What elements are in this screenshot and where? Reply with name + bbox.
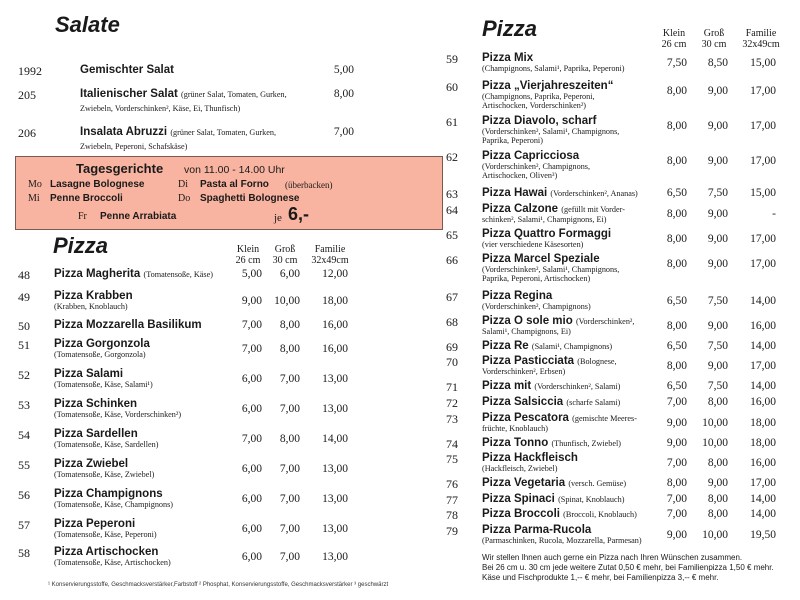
pizza-name-text: Pizza Artischocken <box>54 546 159 558</box>
pizza-number: 55 <box>18 458 30 472</box>
pizza-ingredients: (vier verschiedene Käsesorten) <box>482 240 584 249</box>
pizza-number: 57 <box>18 518 30 532</box>
pizza-name-text: Pizza Diavolo, scharf <box>482 115 597 127</box>
day-mo: Mo <box>28 179 42 190</box>
pizza-name-text: Pizza Salsiccia <box>482 396 564 408</box>
price-familie: - <box>772 208 776 220</box>
pizza-ingredients: (Champignons, Salami¹, Paprika, Peperoni) <box>482 64 625 73</box>
right-header-familie-label: Familie <box>745 28 777 39</box>
price-familie: 17,00 <box>750 477 776 489</box>
pizza-number: 53 <box>18 398 30 412</box>
price-gross: 9,00 <box>707 360 728 372</box>
price-gross: 7,50 <box>707 340 728 352</box>
price-klein: 7,00 <box>241 319 262 331</box>
price-familie: 15,00 <box>750 57 776 69</box>
pizza-name-text: Pizza Mozzarella Basilikum <box>54 319 202 331</box>
pizza-name <box>482 52 533 64</box>
pizza-ingredients: (Parmaschinken, Rucola, Mozzarella, Parmesan) <box>482 536 642 545</box>
price-klein: 7,50 <box>666 57 687 69</box>
pizza-ingredients: (Tomatensoße, Käse, Artischocken) <box>54 558 171 567</box>
price-gross: 9,00 <box>707 208 728 220</box>
pizza-description: (versch. Gemüse) <box>568 479 627 488</box>
price-gross: 8,00 <box>707 508 728 520</box>
day-do: Do <box>178 193 191 204</box>
price-klein: 6,00 <box>241 403 262 415</box>
pizza-description: (Tomatensoße, Käse) <box>143 270 213 279</box>
price-gross: 6,00 <box>279 268 300 280</box>
pizza-name-text: Pizza Broccoli <box>482 508 560 520</box>
pizza-ingredients: Salami¹, Champignons, Ei) <box>482 327 571 336</box>
pizza-ingredients-cont: Artischocken, Oliven³) <box>482 171 558 180</box>
price-gross: 7,50 <box>707 295 728 307</box>
pizza-ingredients: (Tomatensoße, Käse, Zwiebel) <box>54 470 155 479</box>
pizza-name <box>54 546 158 558</box>
right-header-klein-cm: 26 cm <box>661 39 687 50</box>
price-familie: 13,00 <box>322 463 348 475</box>
price-klein: 6,50 <box>666 380 687 392</box>
pizza-ingredients: (Vorderschinken², Champignons, <box>482 162 591 171</box>
price-familie: 14,00 <box>750 340 776 352</box>
price-gross: 8,00 <box>707 493 728 505</box>
pizza-name-text: Pizza Calzone <box>482 203 559 215</box>
price-gross: 7,00 <box>279 493 300 505</box>
pizza-description: (Broccoli, Knoblauch) <box>563 510 637 519</box>
pizza-name <box>482 477 626 489</box>
pizza-ingredients: (Tomatensoße, Käse, Vorderschinken²) <box>54 410 182 419</box>
pizza-name <box>54 368 123 380</box>
left-header-gross-cm: 30 cm <box>272 255 298 266</box>
price-klein: 6,00 <box>241 463 262 475</box>
pizza-number: 52 <box>18 368 30 382</box>
price-gross: 9,00 <box>707 258 728 270</box>
pizza-name <box>482 203 625 215</box>
right-header-klein-label: Klein <box>662 28 686 39</box>
salad-number: 205 <box>18 88 36 102</box>
price-klein: 9,00 <box>666 437 687 449</box>
price-klein: 8,00 <box>666 208 687 220</box>
price-gross: 9,00 <box>707 477 728 489</box>
pizza-description: (Vorderschinken², <box>575 317 635 326</box>
pizza-number: 70 <box>446 355 458 369</box>
salad-number: 206 <box>18 126 36 140</box>
price-gross: 7,00 <box>279 373 300 385</box>
price-familie: 15,00 <box>750 187 776 199</box>
pizza-ingredients-cont: Paprika, Peperoni, Artischocken) <box>482 274 591 283</box>
pizza-number: 50 <box>18 319 30 333</box>
pizza-number: 71 <box>446 380 458 394</box>
pizza-name <box>482 290 552 302</box>
pizza-ingredients-cont: Paprika, Peperoni) <box>482 136 543 145</box>
pizza-name-text: Pizza Gorgonzola <box>54 338 150 350</box>
pizza-name <box>482 228 611 240</box>
pizza-number: 65 <box>446 228 458 242</box>
pizza-description: (gefüllt mit Vorder- <box>561 205 625 214</box>
price-familie: 17,00 <box>750 155 776 167</box>
price-klein: 9,00 <box>666 417 687 429</box>
pizza-name-text: Pizza „Vierjahreszeiten“ <box>482 80 614 92</box>
price-klein: 7,00 <box>241 343 262 355</box>
pizza-name-text: Pizza mit <box>482 380 532 392</box>
pizza-name <box>54 398 137 410</box>
dish-mi: Penne Broccoli <box>50 193 123 204</box>
price-familie: 17,00 <box>750 233 776 245</box>
price-klein: 6,50 <box>666 295 687 307</box>
pizza-number: 49 <box>18 290 30 304</box>
price-klein: 8,00 <box>666 258 687 270</box>
pizza-name-text: Pizza Re <box>482 340 529 352</box>
pizza-number: 62 <box>446 150 458 164</box>
price-familie: 13,00 <box>322 493 348 505</box>
pizza-name-text: Pizza Magherita <box>54 268 141 280</box>
left-header-klein-cm: 26 cm <box>235 255 261 266</box>
right-header-gross-label: Groß <box>703 28 725 39</box>
pizza-name-text: Pizza Champignons <box>54 488 163 500</box>
pizza-name-text: Pizza Hackfleisch <box>482 452 578 464</box>
pizza-number: 69 <box>446 340 458 354</box>
pizza-name <box>482 452 578 464</box>
day-mi: Mi <box>28 193 40 204</box>
price-gross: 10,00 <box>702 529 728 541</box>
pizza-name <box>54 338 150 350</box>
salate-title: Salate <box>55 12 120 37</box>
left-header-familie-label: Familie <box>314 244 346 255</box>
right-header-gross <box>694 28 734 50</box>
pizza-name <box>482 437 621 449</box>
note-line-2: Bei 26 cm u. 30 cm jede weitere Zutat 0,50 € mehr, bei Familienpizza 1,50 € mehr. <box>482 563 774 572</box>
pizza-number: 48 <box>18 268 30 282</box>
pizza-name-text: Pizza Salami <box>54 368 124 380</box>
salad-description: (grüner Salat, Tomaten, Gurken, <box>181 90 287 99</box>
pizza-name <box>482 524 591 536</box>
pizza-number: 61 <box>446 115 458 129</box>
price-familie: 16,00 <box>322 343 348 355</box>
price-klein: 6,50 <box>666 187 687 199</box>
price-familie: 14,00 <box>322 433 348 445</box>
price-familie: 16,00 <box>322 319 348 331</box>
price-gross: 7,00 <box>279 551 300 563</box>
day-fr: Fr <box>78 211 87 222</box>
price-familie: 16,00 <box>750 396 776 408</box>
pizza-ingredients-cont: Artischocken, Vorderschinken²) <box>482 101 587 110</box>
price-gross: 8,00 <box>279 319 300 331</box>
price-klein: 8,00 <box>666 477 687 489</box>
price-gross: 9,00 <box>707 85 728 97</box>
pizza-name <box>482 493 624 505</box>
pizza-ingredients: (Tomatensoße, Käse, Sardellen) <box>54 440 159 449</box>
pizza-description: (gemischte Meeres- <box>572 414 637 423</box>
price-familie: 14,00 <box>750 380 776 392</box>
price-klein: 6,00 <box>241 373 262 385</box>
pizza-left-title: Pizza <box>53 233 109 258</box>
pizza-number: 76 <box>446 477 458 491</box>
salad-name <box>80 88 287 100</box>
pizza-name <box>54 518 135 530</box>
price-gross: 10,00 <box>702 417 728 429</box>
price-gross: 7,00 <box>279 463 300 475</box>
price-familie: 17,00 <box>750 120 776 132</box>
note-line-3: Käse und Fischprodukte 1,-- € mehr, bei Familienpizza 3,-- € mehr. <box>482 573 719 582</box>
footnote: ¹ Konservierungsstoffe, Geschmacksverstärker,Farbstoff ² Phosphat, Konservierungsstoffe, Geschmacksverstärker ³ geschwärzt <box>48 582 389 588</box>
pizza-name-text: Pizza Pasticciata <box>482 355 575 367</box>
price-gross: 8,00 <box>279 343 300 355</box>
price-klein: 8,00 <box>666 233 687 245</box>
pizza-description: (scharfe Salami) <box>566 398 621 407</box>
price-familie: 13,00 <box>322 551 348 563</box>
pizza-ingredients: (Vorderschinken², Salami¹, Champignons, <box>482 265 620 274</box>
dish-di-note: (überbacken) <box>285 180 333 190</box>
price-gross: 8,00 <box>707 396 728 408</box>
price-familie: 14,00 <box>750 295 776 307</box>
dish-mo: Lasagne Bolognese <box>50 179 145 190</box>
pizza-ingredients: schinken², Salami¹, Champignons, Ei) <box>482 215 607 224</box>
pizza-name-text: Pizza Zwiebel <box>54 458 129 470</box>
pizza-description: (Spinat, Knoblauch) <box>558 495 625 504</box>
price-prefix: je <box>274 212 282 224</box>
pizza-name <box>54 458 128 470</box>
tagesgerichte-time: von 11.00 - 14.00 Uhr <box>184 164 285 176</box>
salad-price: 7,00 <box>333 126 354 138</box>
salad-price: 5,00 <box>333 64 354 76</box>
tagesgerichte-title: Tagesgerichte <box>76 161 164 176</box>
pizza-name <box>482 187 638 199</box>
pizza-ingredients: früchte, Knoblauch) <box>482 424 548 433</box>
pizza-name <box>54 488 163 500</box>
pizza-name <box>54 319 202 331</box>
pizza-name-text: Pizza Schinken <box>54 398 138 410</box>
day-di: Di <box>178 179 188 190</box>
salad-description: (grüner Salat, Tomaten, Gurken, <box>170 128 277 137</box>
pizza-number: 63 <box>446 187 458 201</box>
salad-price: 8,00 <box>333 88 354 100</box>
pizza-name <box>482 355 617 367</box>
salad-number: 1992 <box>18 64 42 78</box>
price-gross: 7,50 <box>707 380 728 392</box>
pizza-ingredients: (Champignons, Paprika, Peperoni, <box>482 92 595 101</box>
pizza-description: (Bolognese, <box>577 357 617 366</box>
pizza-ingredients: (Tomatensoße, Gorgonzola) <box>54 350 146 359</box>
price-klein: 5,00 <box>241 268 262 280</box>
pizza-name-text: Pizza Pescatora <box>482 412 569 424</box>
dish-fr: Penne Arrabiata <box>100 211 177 222</box>
pizza-ingredients: (Vorderschinken², Salami¹, Champignons, <box>482 127 620 136</box>
left-header-gross-label: Groß <box>274 244 296 255</box>
dish-di: Pasta al Forno <box>200 179 269 190</box>
left-header-gross <box>265 244 305 266</box>
left-header-klein-label: Klein <box>236 244 260 255</box>
salad-name-text: Italienischer Salat <box>80 88 178 100</box>
note-line-1: Wir stellen Ihnen auch gerne ein Pizza nach Ihren Wünschen zusammen. <box>482 553 743 562</box>
pizza-number: 67 <box>446 290 458 304</box>
price-familie: 13,00 <box>322 373 348 385</box>
price-familie: 18,00 <box>750 417 776 429</box>
price-familie: 17,00 <box>750 360 776 372</box>
pizza-number: 72 <box>446 396 458 410</box>
price-klein: 9,00 <box>241 295 262 307</box>
pizza-number: 73 <box>446 412 458 426</box>
price-klein: 7,00 <box>241 433 262 445</box>
price-gross: 9,00 <box>707 155 728 167</box>
pizza-number: 64 <box>446 203 458 217</box>
price-klein: 6,00 <box>241 523 262 535</box>
pizza-number: 51 <box>18 338 30 352</box>
salad-name-text: Insalata Abruzzi <box>80 126 168 138</box>
pizza-ingredients: Vorderschinken², Erbsen) <box>482 367 566 376</box>
pizza-name <box>482 150 579 162</box>
pizza-name <box>482 340 612 352</box>
pizza-name-text: Pizza Regina <box>482 290 553 302</box>
price-klein: 6,50 <box>666 340 687 352</box>
pizza-number: 58 <box>18 546 30 560</box>
price-klein: 6,00 <box>241 493 262 505</box>
salad-description-cont: Zwiebeln, Peperoni, Schafskäse) <box>80 142 188 151</box>
pizza-name-text: Pizza Capricciosa <box>482 150 580 162</box>
pizza-ingredients: (Tomatensoße, Käse, Champignons) <box>54 500 174 509</box>
pizza-name <box>482 380 620 392</box>
pizza-name-text: Pizza Hawai <box>482 187 548 199</box>
price-familie: 13,00 <box>322 523 348 535</box>
pizza-ingredients: (Tomatensoße, Käse, Peperoni) <box>54 530 157 539</box>
right-header-familie-cm: 32x49cm <box>742 39 780 50</box>
price-familie: 16,00 <box>750 320 776 332</box>
pizza-number: 68 <box>446 315 458 329</box>
price-klein: 9,00 <box>666 529 687 541</box>
pizza-ingredients: (Krabben, Knoblauch) <box>54 302 128 311</box>
pizza-number: 77 <box>446 493 458 507</box>
pizza-number: 75 <box>446 452 458 466</box>
pizza-name-text: Pizza O sole mio <box>482 315 573 327</box>
price-gross: 7,50 <box>707 187 728 199</box>
right-header-klein <box>654 28 694 50</box>
price-klein: 8,00 <box>666 320 687 332</box>
price-familie: 19,50 <box>750 529 776 541</box>
tagesgerichte-box <box>15 156 443 230</box>
pizza-name <box>482 80 613 92</box>
salad-name-text: Gemischter Salat <box>80 64 174 76</box>
price-gross: 8,50 <box>707 57 728 69</box>
price-klein: 6,00 <box>241 551 262 563</box>
price-familie: 18,00 <box>322 295 348 307</box>
right-header-familie <box>737 28 785 50</box>
price-gross: 9,00 <box>707 233 728 245</box>
price-gross: 10,00 <box>702 437 728 449</box>
pizza-name-text: Pizza Spinaci <box>482 493 555 505</box>
pizza-number: 66 <box>446 253 458 267</box>
pizza-number: 59 <box>446 52 458 66</box>
pizza-ingredients: (Hackfleisch, Zwiebel) <box>482 464 558 473</box>
pizza-name-text: Pizza Marcel Speziale <box>482 253 600 265</box>
pizza-number: 60 <box>446 80 458 94</box>
left-header-familie <box>306 244 354 266</box>
pizza-name <box>54 428 138 440</box>
price-klein: 7,00 <box>666 457 687 469</box>
pizza-name <box>482 253 600 265</box>
pizza-description: (Salami¹, Champignons) <box>531 342 613 351</box>
price-familie: 16,00 <box>750 457 776 469</box>
pizza-description: (Vorderschinken², Ananas) <box>550 189 638 198</box>
price-klein: 7,00 <box>666 493 687 505</box>
dish-do: Spaghetti Bolognese <box>200 193 300 204</box>
pizza-name <box>54 290 133 302</box>
pizza-name-text: Pizza Mix <box>482 52 534 64</box>
pizza-name-text: Pizza Quattro Formaggi <box>482 228 612 240</box>
price-gross: 10,00 <box>274 295 300 307</box>
left-header-klein <box>228 244 268 266</box>
price-klein: 7,00 <box>666 396 687 408</box>
pizza-name-text: Pizza Parma-Rucola <box>482 524 592 536</box>
price-familie: 14,00 <box>750 493 776 505</box>
price-familie: 18,00 <box>750 437 776 449</box>
pizza-ingredients: (Vorderschinken², Champignons) <box>482 302 591 311</box>
price-gross: 8,00 <box>707 457 728 469</box>
price-gross: 9,00 <box>707 320 728 332</box>
pizza-description: (Thunfisch, Zwiebel) <box>551 439 622 448</box>
price-gross: 7,00 <box>279 403 300 415</box>
pizza-name <box>482 315 634 327</box>
price-familie: 17,00 <box>750 258 776 270</box>
pizza-number: 78 <box>446 508 458 522</box>
salad-description-cont: Zwiebeln, Vorderschinken², Käse, Ei, Thunfisch) <box>80 104 241 113</box>
price-familie: 17,00 <box>750 85 776 97</box>
price-klein: 8,00 <box>666 120 687 132</box>
pizza-right-title: Pizza <box>482 16 538 41</box>
pizza-name-text: Pizza Tonno <box>482 437 549 449</box>
pizza-name-text: Pizza Sardellen <box>54 428 138 440</box>
price-familie: 14,00 <box>750 508 776 520</box>
right-header-gross-cm: 30 cm <box>701 39 727 50</box>
pizza-name <box>482 396 620 408</box>
pizza-name <box>482 412 637 424</box>
pizza-name-text: Pizza Vegetaria <box>482 477 566 489</box>
pizza-description: (Vorderschinken², Salami) <box>534 382 621 391</box>
tagesgerichte-price: 6,- <box>288 204 310 224</box>
pizza-number: 56 <box>18 488 30 502</box>
pizza-number: 54 <box>18 428 30 442</box>
pizza-name <box>482 508 637 520</box>
pizza-name-text: Pizza Peperoni <box>54 518 136 530</box>
price-klein: 7,00 <box>666 508 687 520</box>
pizza-name-text: Pizza Krabben <box>54 290 133 302</box>
price-familie: 12,00 <box>322 268 348 280</box>
price-gross: 8,00 <box>279 433 300 445</box>
pizza-name <box>54 268 213 280</box>
pizza-number: 79 <box>446 524 458 538</box>
price-gross: 7,00 <box>279 523 300 535</box>
price-klein: 8,00 <box>666 85 687 97</box>
pizza-name <box>482 115 596 127</box>
salad-name <box>80 126 276 138</box>
salad-name <box>80 64 174 76</box>
price-klein: 8,00 <box>666 360 687 372</box>
left-header-familie-cm: 32x49cm <box>311 255 349 266</box>
pizza-ingredients: (Tomatensoße, Käse, Salami¹) <box>54 380 153 389</box>
price-familie: 13,00 <box>322 403 348 415</box>
price-klein: 8,00 <box>666 155 687 167</box>
price-gross: 9,00 <box>707 120 728 132</box>
pizza-number: 74 <box>446 437 458 451</box>
